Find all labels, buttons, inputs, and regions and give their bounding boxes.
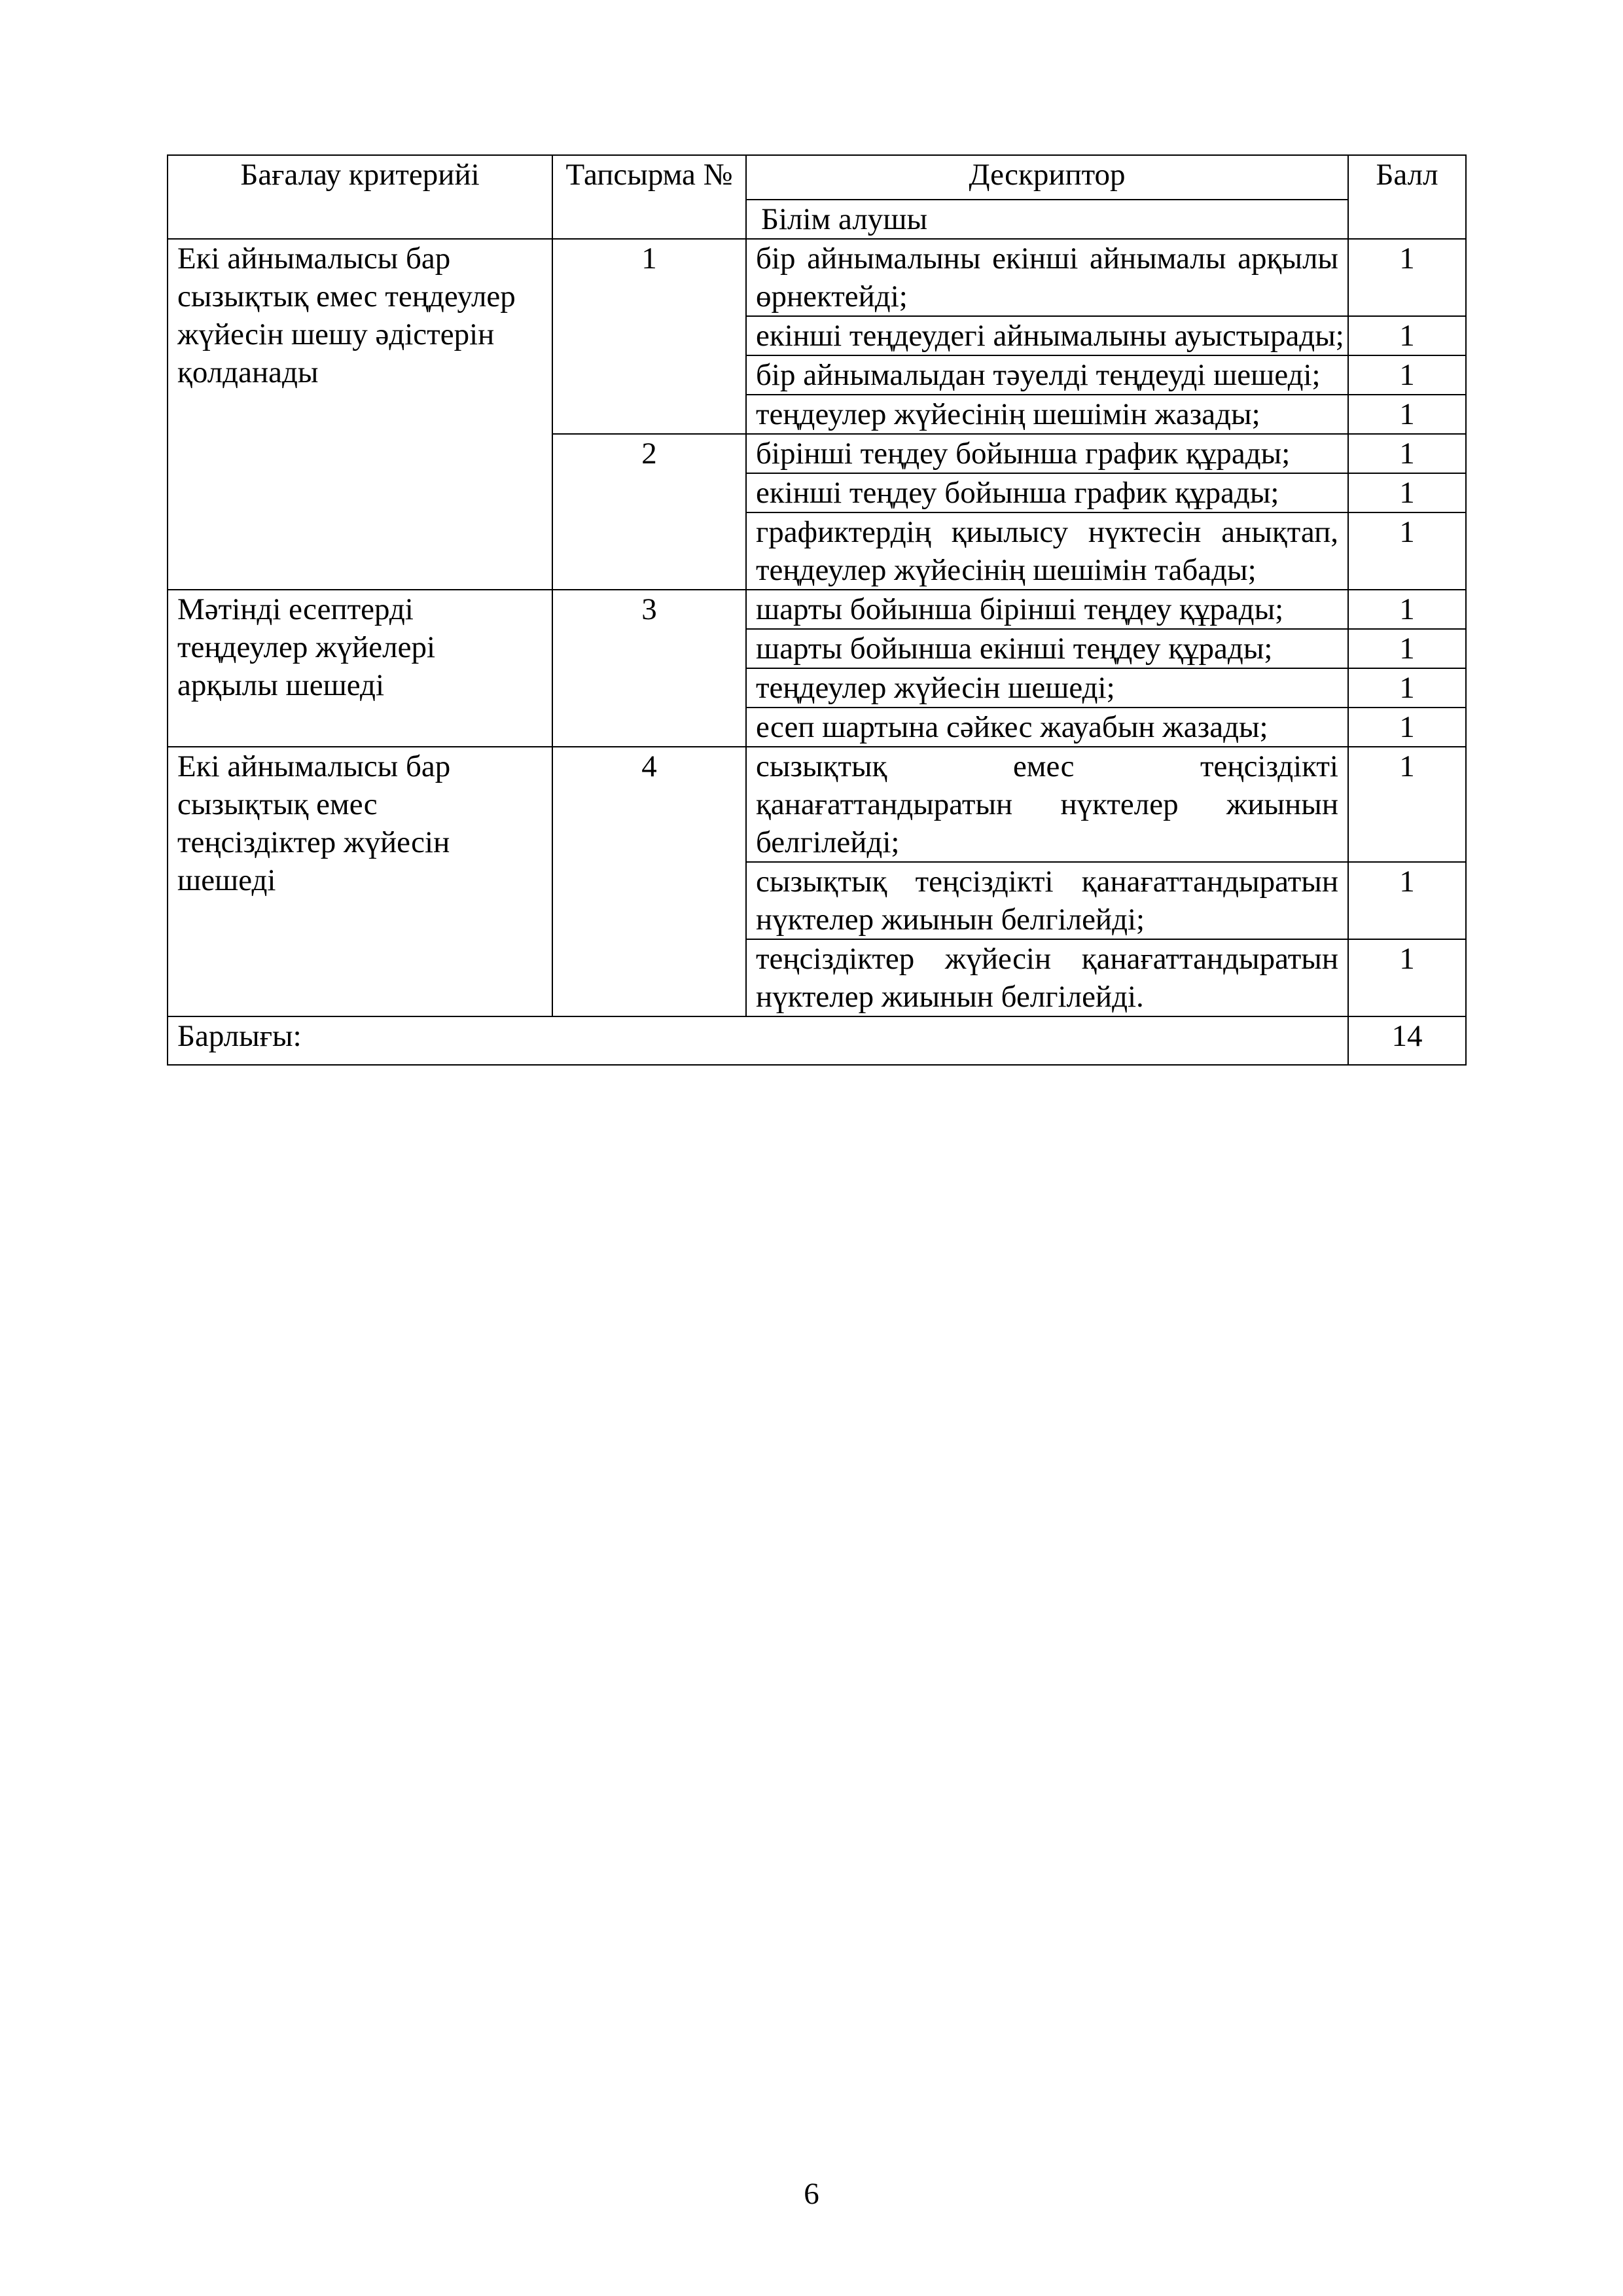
- task-number-cell: 4: [552, 747, 746, 1016]
- descriptor-cell: теңсіздіктер жүйесін қанағаттандыратын нүктелер жиынын белгілейді.: [746, 939, 1348, 1016]
- descriptor-cell: екінші теңдеудегі айнымалыны ауыстырады;: [746, 316, 1348, 355]
- descriptor-cell: графиктердің қиылысу нүктесін анықтап, теңдеулер жүйесінің шешімін табады;: [746, 512, 1348, 590]
- points-cell: 1: [1348, 239, 1466, 316]
- points-cell: 1: [1348, 668, 1466, 708]
- header-learner: Білім алушы: [746, 200, 1348, 239]
- total-points: 14: [1348, 1016, 1466, 1065]
- points-cell: 1: [1348, 629, 1466, 668]
- points-cell: 1: [1348, 512, 1466, 590]
- points-cell: 1: [1348, 395, 1466, 434]
- criterion-cell: Екі айнымалысы бар сызықтық емес теңдеулер жүйесін шешу әдістерін қолданады: [168, 239, 552, 590]
- task-number-cell: 2: [552, 434, 746, 590]
- descriptor-cell: бір айнымалыны екінші айнымалы арқылы өрнектейді;: [746, 239, 1348, 316]
- table-row: [168, 590, 1466, 629]
- descriptor-cell: шарты бойынша екінші теңдеу құрады;: [746, 629, 1348, 668]
- header-task-number: Тапсырма №: [552, 155, 746, 239]
- descriptor-cell: шарты бойынша бірінші теңдеу құрады;: [746, 590, 1348, 629]
- criterion-cell: Екі айнымалысы бар сызықтық емес теңсіздіктер жүйесін шешеді: [168, 747, 552, 1016]
- assessment-rubric-table: [167, 154, 1467, 1066]
- descriptor-cell: бірінші теңдеу бойынша график құрады;: [746, 434, 1348, 473]
- points-cell: 1: [1348, 316, 1466, 355]
- points-cell: 1: [1348, 862, 1466, 939]
- points-cell: 1: [1348, 747, 1466, 862]
- header-criterion: Бағалау критерийі: [168, 155, 552, 239]
- table-row: [168, 239, 1466, 316]
- descriptor-cell: сызықтық теңсіздікті қанағаттандыратын нүктелер жиынын белгілейді;: [746, 862, 1348, 939]
- descriptor-cell: бір айнымалыдан тәуелді теңдеуді шешеді;: [746, 355, 1348, 395]
- criterion-cell: Мәтінді есептерді теңдеулер жүйелері арқылы шешеді: [168, 590, 552, 747]
- total-label: Барлығы:: [168, 1016, 1348, 1065]
- points-cell: 1: [1348, 355, 1466, 395]
- table-row: [168, 747, 1466, 862]
- points-cell: 1: [1348, 939, 1466, 1016]
- header-row: [168, 155, 1466, 200]
- header-descriptor: Дескриптор: [746, 155, 1348, 200]
- task-number-cell: 3: [552, 590, 746, 747]
- points-cell: 1: [1348, 473, 1466, 512]
- descriptor-cell: теңдеулер жүйесін шешеді;: [746, 668, 1348, 708]
- points-cell: 1: [1348, 434, 1466, 473]
- descriptor-cell: теңдеулер жүйесінің шешімін жазады;: [746, 395, 1348, 434]
- descriptor-cell: есеп шартына сәйкес жауабын жазады;: [746, 708, 1348, 747]
- points-cell: 1: [1348, 590, 1466, 629]
- points-cell: 1: [1348, 708, 1466, 747]
- page-number: 6: [804, 2177, 819, 2211]
- descriptor-cell: екінші теңдеу бойынша график құрады;: [746, 473, 1348, 512]
- header-points: Балл: [1348, 155, 1466, 239]
- task-number-cell: 1: [552, 239, 746, 434]
- total-row: [168, 1016, 1466, 1065]
- descriptor-cell: сызықтық емес теңсіздікті қанағаттандыратын нүктелер жиынын белгілейді;: [746, 747, 1348, 862]
